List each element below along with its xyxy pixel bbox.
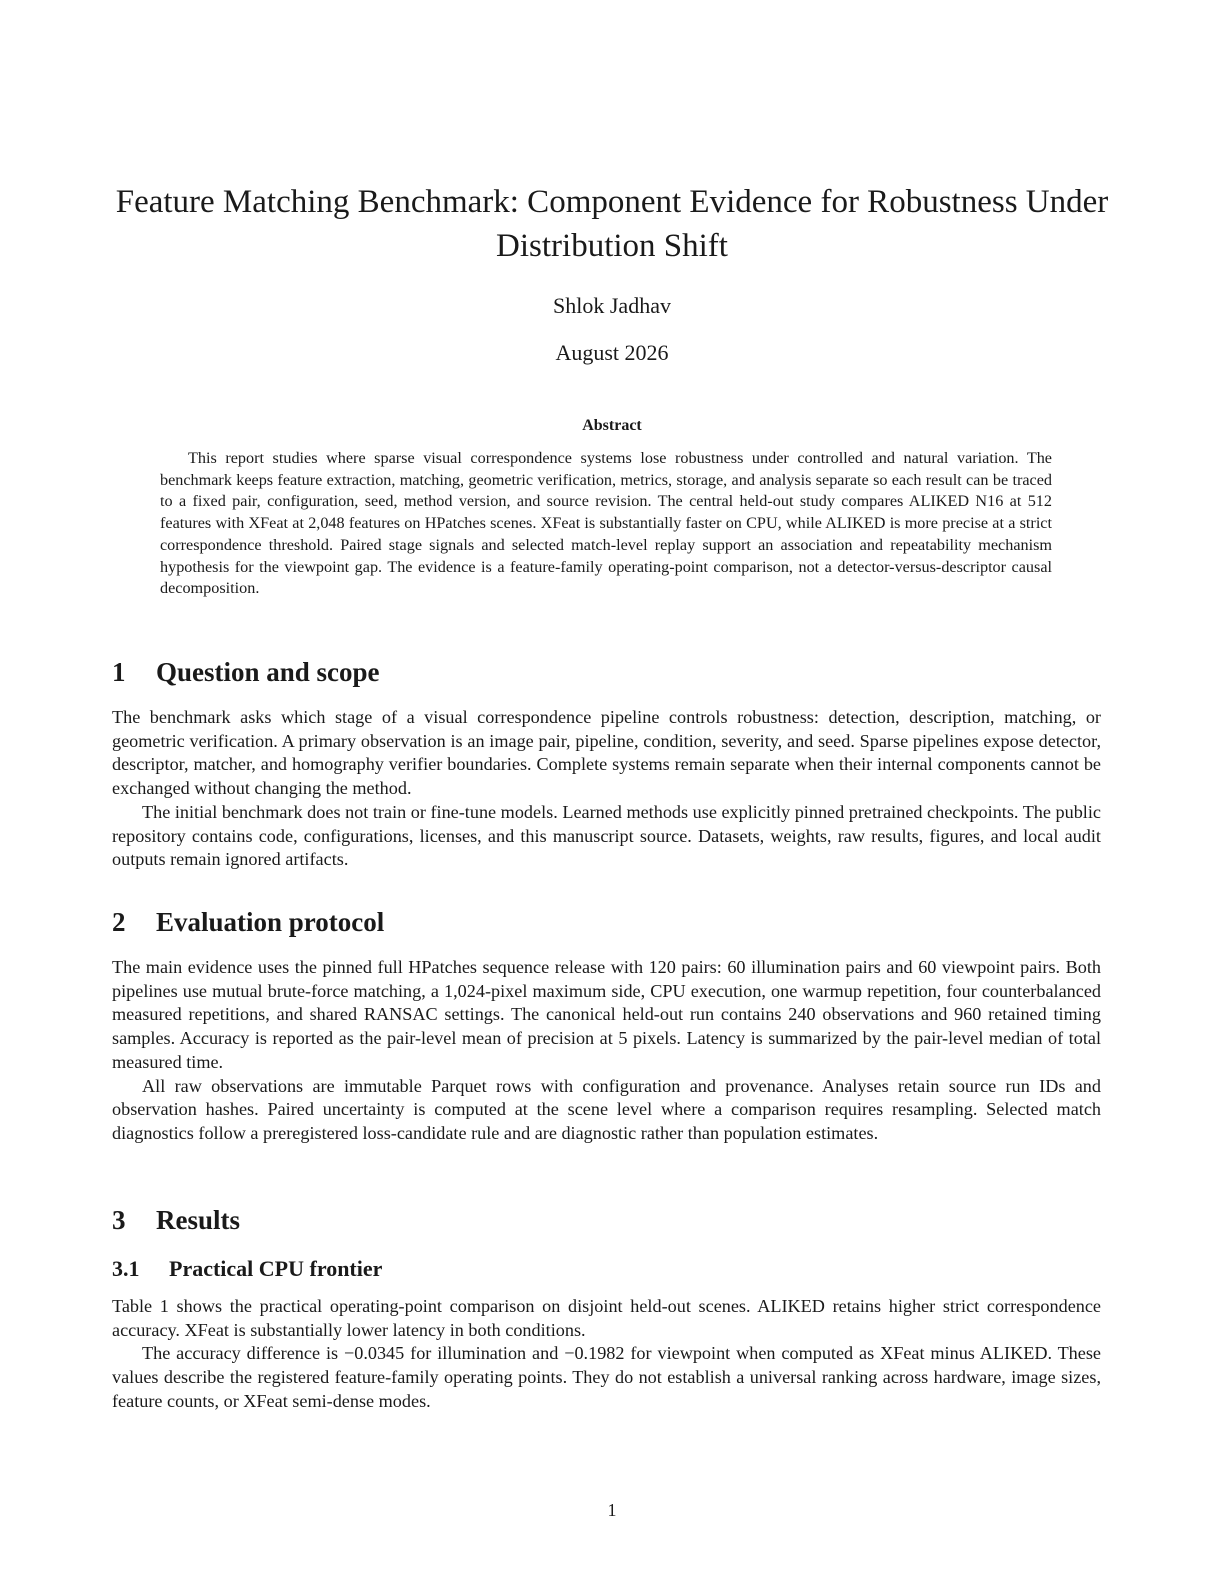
subsection-heading-cpu-frontier (112, 1255, 1112, 1283)
section-title: Question and scope (156, 657, 380, 687)
section-title: Evaluation protocol (156, 907, 385, 937)
section-heading-question-scope (112, 655, 1112, 689)
section-title: Results (156, 1205, 241, 1235)
paragraph: The benchmark asks which stage of a visual correspondence pipeline controls robustness: detection, description, matching, or geometric verification. A primary observation is an image pair, pipeline, condition, severity, and seed. Sparse pipelines expose detector, descriptor, matcher, and homography verifier boundaries. Complete systems remain separate when their internal components cannot be exchanged without changing the method. (112, 707, 1101, 799)
section-number: 1 (112, 657, 126, 687)
publication-date: August 2026 (555, 340, 669, 365)
section-heading-evaluation-protocol (112, 905, 1112, 939)
paragraph: The main evidence uses the pinned full HPatches sequence release with 120 pairs: 60 illumination pairs and 60 viewpoint pairs. Both pipelines use mutual brute-force matching, a 1,024-pixel maximum side, CPU execution, one warmup repetition, four counterbalanced measured repetitions, and shared RANSAC settings. The canonical held-out run contains 240 observations and 960 retained timing samples. Accuracy is reported as the pair-level mean of precision at 5 pixels. Latency is summarized by the pair-level median of total measured time. (112, 957, 1101, 1072)
section-heading-results (112, 1203, 1112, 1237)
abstract-heading: Abstract (582, 417, 642, 434)
paragraph: Table 1 shows the practical operating-point comparison on disjoint held-out scenes. ALIKED retains higher strict correspondence accuracy. XFeat is substantially lower latency in both conditions. (112, 1296, 1101, 1340)
section-number: 2 (112, 907, 126, 937)
subsection-body-cpu-frontier (112, 1295, 1101, 1414)
paragraph: The initial benchmark does not train or fine-tune models. Learned methods use explicitly pinned pretrained checkpoints. The public repository contains code, configurations, licenses, and this manuscript source. Datasets, weights, raw results, figures, and local audit outputs remain ignored artifacts. (112, 801, 1101, 870)
paragraph: The accuracy difference is −0.0345 for illumination and −0.1982 for viewpoint when computed as XFeat minus ALIKED. These values describe the registered feature-family operating points. They do not establish a universal ranking across hardware, image sizes, feature counts, or XFeat semi-dense modes. (112, 1343, 1101, 1411)
author-name: Shlok Jadhav (553, 293, 671, 318)
section-body-question-scope (112, 706, 1101, 872)
page-number: 1 (607, 1500, 617, 1520)
paper-title: Feature Matching Benchmark: Component Evidence for Robustness Under Distribution Shift (115, 184, 1109, 264)
subsection-number: 3.1 (112, 1256, 140, 1281)
section-number: 3 (112, 1205, 126, 1235)
abstract-text: This report studies where sparse visual correspondence systems lose robustness under controlled and natural variation. The benchmark keeps feature extraction, matching, geometric verification, metrics, storage, and analysis separate so each result can be traced to a fixed pair, configuration, seed, method version, and source revision. The central held-out study compares ALIKED N16 at 512 features with XFeat at 2,048 features on HPatches scenes. XFeat is substantially faster on CPU, while ALIKED is more precise at a strict correspondence threshold. Paired stage signals and selected match-level replay support an association and repeatability mechanism hypothesis for the viewpoint gap. The evidence is a feature-family operating-point comparison, not a detector-versus-descriptor causal decomposition. (160, 449, 1052, 598)
section-body-evaluation-protocol (112, 956, 1101, 1146)
subsection-title: Practical CPU frontier (169, 1256, 383, 1281)
paragraph: All raw observations are immutable Parquet rows with configuration and provenance. Analyses retain source run IDs and observation hashes. Paired uncertainty is computed at the scene level where a comparison requires resampling. Selected match diagnostics follow a preregistered loss-candidate rule and are diagnostic rather than population estimates. (112, 1075, 1101, 1143)
